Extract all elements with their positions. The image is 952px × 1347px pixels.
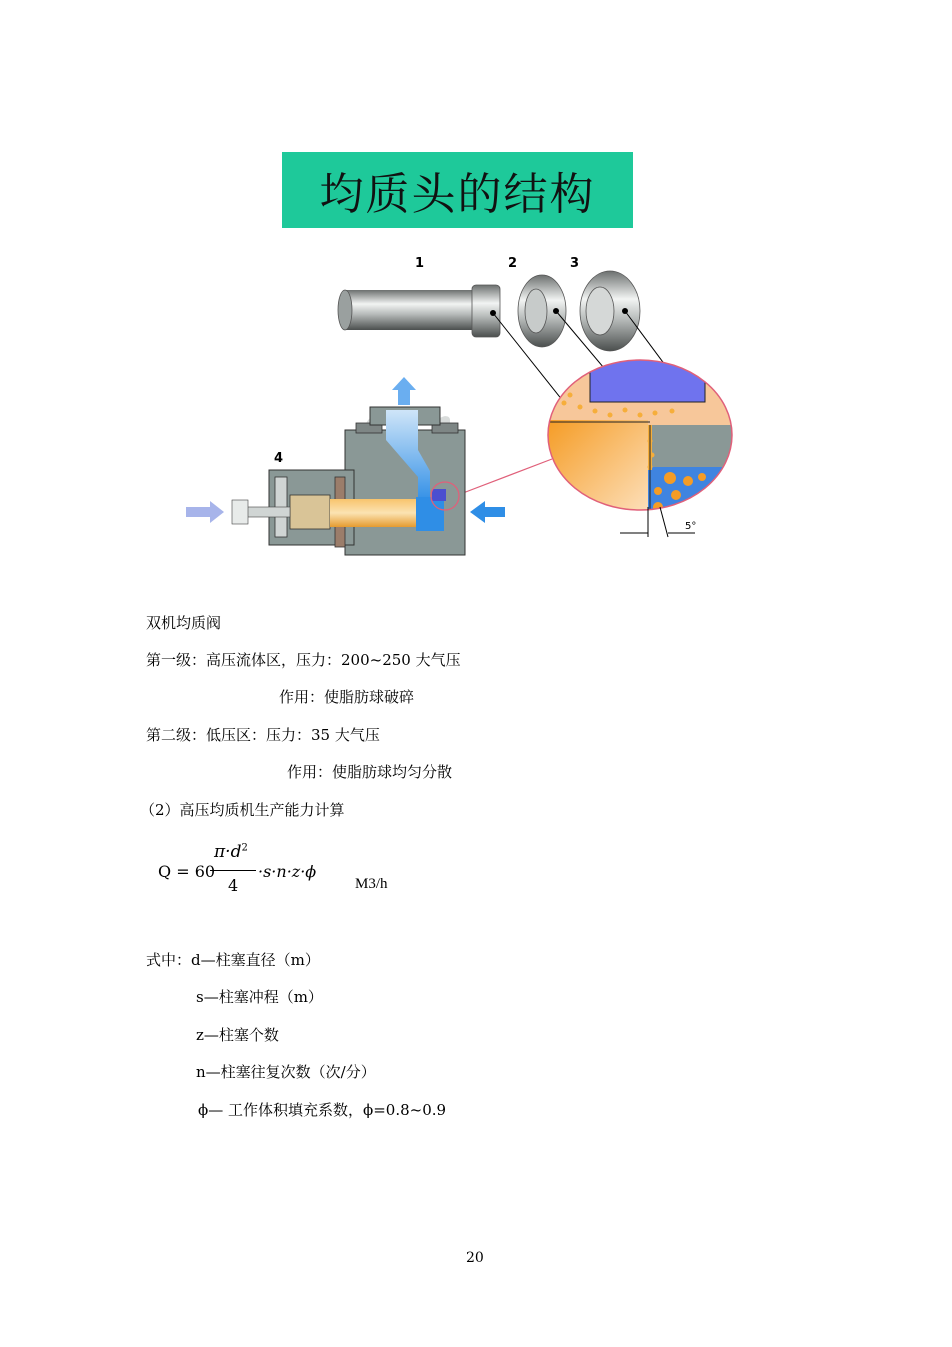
formula-rest: ·s·n·z·ϕ [258, 862, 317, 881]
title-banner [282, 152, 633, 228]
stage1-effect: 作用：使脂肪球破碎 [279, 688, 415, 706]
definition-z: z—柱塞个数 [196, 1026, 279, 1044]
zoom-detail [548, 360, 740, 520]
formula-unit: M3/h [355, 876, 388, 892]
homogenizer-body [269, 407, 465, 555]
inlet-arrow [470, 501, 505, 523]
stage2-effect: 作用：使脂肪球均匀分散 [287, 763, 453, 781]
valve-part-3 [580, 271, 640, 351]
page-title: 均质头的结构 [319, 169, 596, 220]
part-label-3: 3 [570, 256, 580, 271]
stage2-text: 第二级：低压区：压力：35 大气压 [146, 726, 380, 744]
definition-n: n—柱塞往复次数（次/分） [196, 1063, 376, 1081]
definition-phi: ϕ— 工作体积填充系数，ϕ=0.8~0.9 [198, 1101, 447, 1119]
part-label-2: 2 [508, 256, 518, 271]
part-label-4: 4 [274, 451, 284, 466]
definition-s: s—柱塞冲程（m） [196, 988, 323, 1006]
formula-fraction-bar [210, 870, 256, 871]
part-label-1: 1 [415, 256, 425, 271]
angle-label: 5° [685, 521, 697, 532]
homogenizer-head-diagram [180, 245, 760, 565]
impact-ring-part-2 [518, 275, 566, 347]
definition-d: 式中：d—柱塞直径（m） [146, 951, 320, 969]
capacity-formula [158, 842, 418, 902]
formula-lhs: Q = 60 [158, 862, 216, 881]
formula-denominator: 4 [228, 876, 239, 895]
formula-numerator: $\pi\cdot d^2$ [214, 842, 248, 862]
piston-drive-arrow [186, 501, 224, 523]
page-number: 20 [466, 1250, 484, 1266]
stage1-text: 第一级：高压流体区，压力：200~250 大气压 [146, 651, 461, 669]
valve-seat-part-1 [338, 285, 500, 337]
section-heading: （2）高压均质机生产能力计算 [140, 801, 345, 819]
valve-name: 双机均质阀 [146, 614, 222, 632]
outlet-arrow [392, 377, 416, 405]
